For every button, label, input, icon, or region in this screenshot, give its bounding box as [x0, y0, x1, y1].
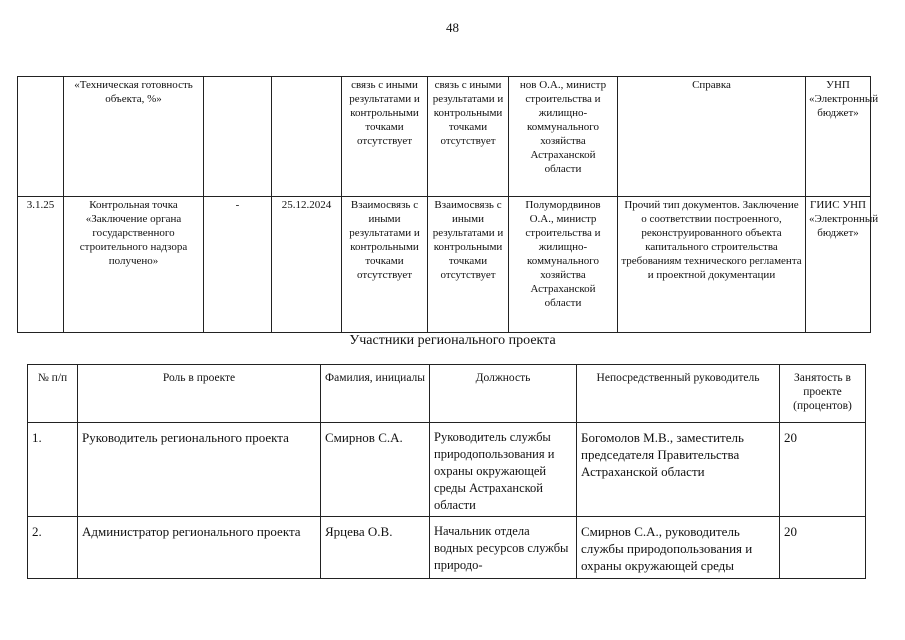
table-row: [18, 197, 871, 333]
participant-position: Руководитель службы природопользования и охраны окружающей среды Астраханской области: [430, 423, 577, 517]
table-header-row: [28, 365, 866, 423]
participant-position: Начальник отдела водных ресурсов службы природо-: [430, 517, 577, 579]
participant-workload: 20: [780, 423, 866, 517]
predecessors: связь с иными результатами и контрольными точками отсутствует: [342, 77, 428, 197]
control-point-name: Контрольная точка «Заключение органа государственного строительного надзора получено»: [64, 197, 204, 333]
participants-table: [27, 364, 866, 579]
participant-manager: Смирнов С.А., руководитель службы природопользования и охраны окружающей среды: [577, 517, 780, 579]
table-row: [18, 77, 871, 197]
table-row: [28, 517, 866, 579]
row-number: 3.1.25: [18, 197, 64, 333]
base-value: [204, 77, 272, 197]
participant-name: Ярцева О.В.: [321, 517, 430, 579]
header-workload: Занятость в проекте (процентов): [780, 365, 866, 423]
due-date: [272, 77, 342, 197]
participant-workload: 20: [780, 517, 866, 579]
header-position: Должность: [430, 365, 577, 423]
information-system: УНП «Электронный бюджет»: [806, 77, 871, 197]
header-role: Роль в проекте: [78, 365, 321, 423]
participant-name: Смирнов С.А.: [321, 423, 430, 517]
header-num: № п/п: [28, 365, 78, 423]
participant-num: 2.: [28, 517, 78, 579]
successors: Взаимосвязь с иными результатами и контрольными точками отсутствует: [428, 197, 509, 333]
participant-manager: Богомолов М.В., заместитель председателя Правительства Астраханской области: [577, 423, 780, 517]
row-number: [18, 77, 64, 197]
control-point-name: «Техническая готовность объекта, %»: [64, 77, 204, 197]
document-type: Прочий тип документов. Заключение о соответствии построенного, реконструированного объекта капитального строительства требованиям технического регламента и проектной документации: [618, 197, 806, 333]
section-title: Участники регионального проекта: [349, 333, 556, 348]
participant-num: 1.: [28, 423, 78, 517]
participant-role: Руководитель регионального проекта: [78, 423, 321, 517]
document-type: Справка: [618, 77, 806, 197]
responsible: Полумордвинов О.А., министр строительства и жилищно-коммунального хозяйства Астраханской области: [509, 197, 618, 333]
table-row: [28, 423, 866, 517]
successors: связь с иными результатами и контрольными точками отсутствует: [428, 77, 509, 197]
page-number: 48: [446, 20, 459, 35]
control-points-table: [17, 76, 879, 333]
information-system: ГИИС УНП «Электронный бюджет»: [806, 197, 871, 333]
header-manager: Непосредственный руководитель: [577, 365, 780, 423]
participant-role: Администратор регионального проекта: [78, 517, 321, 579]
header-name: Фамилия, инициалы: [321, 365, 430, 423]
responsible: нов О.А., министр строительства и жилищно-коммунального хозяйства Астраханской области: [509, 77, 618, 197]
base-value: -: [204, 197, 272, 333]
predecessors: Взаимосвязь с иными результатами и контрольными точками отсутствует: [342, 197, 428, 333]
due-date: 25.12.2024: [272, 197, 342, 333]
